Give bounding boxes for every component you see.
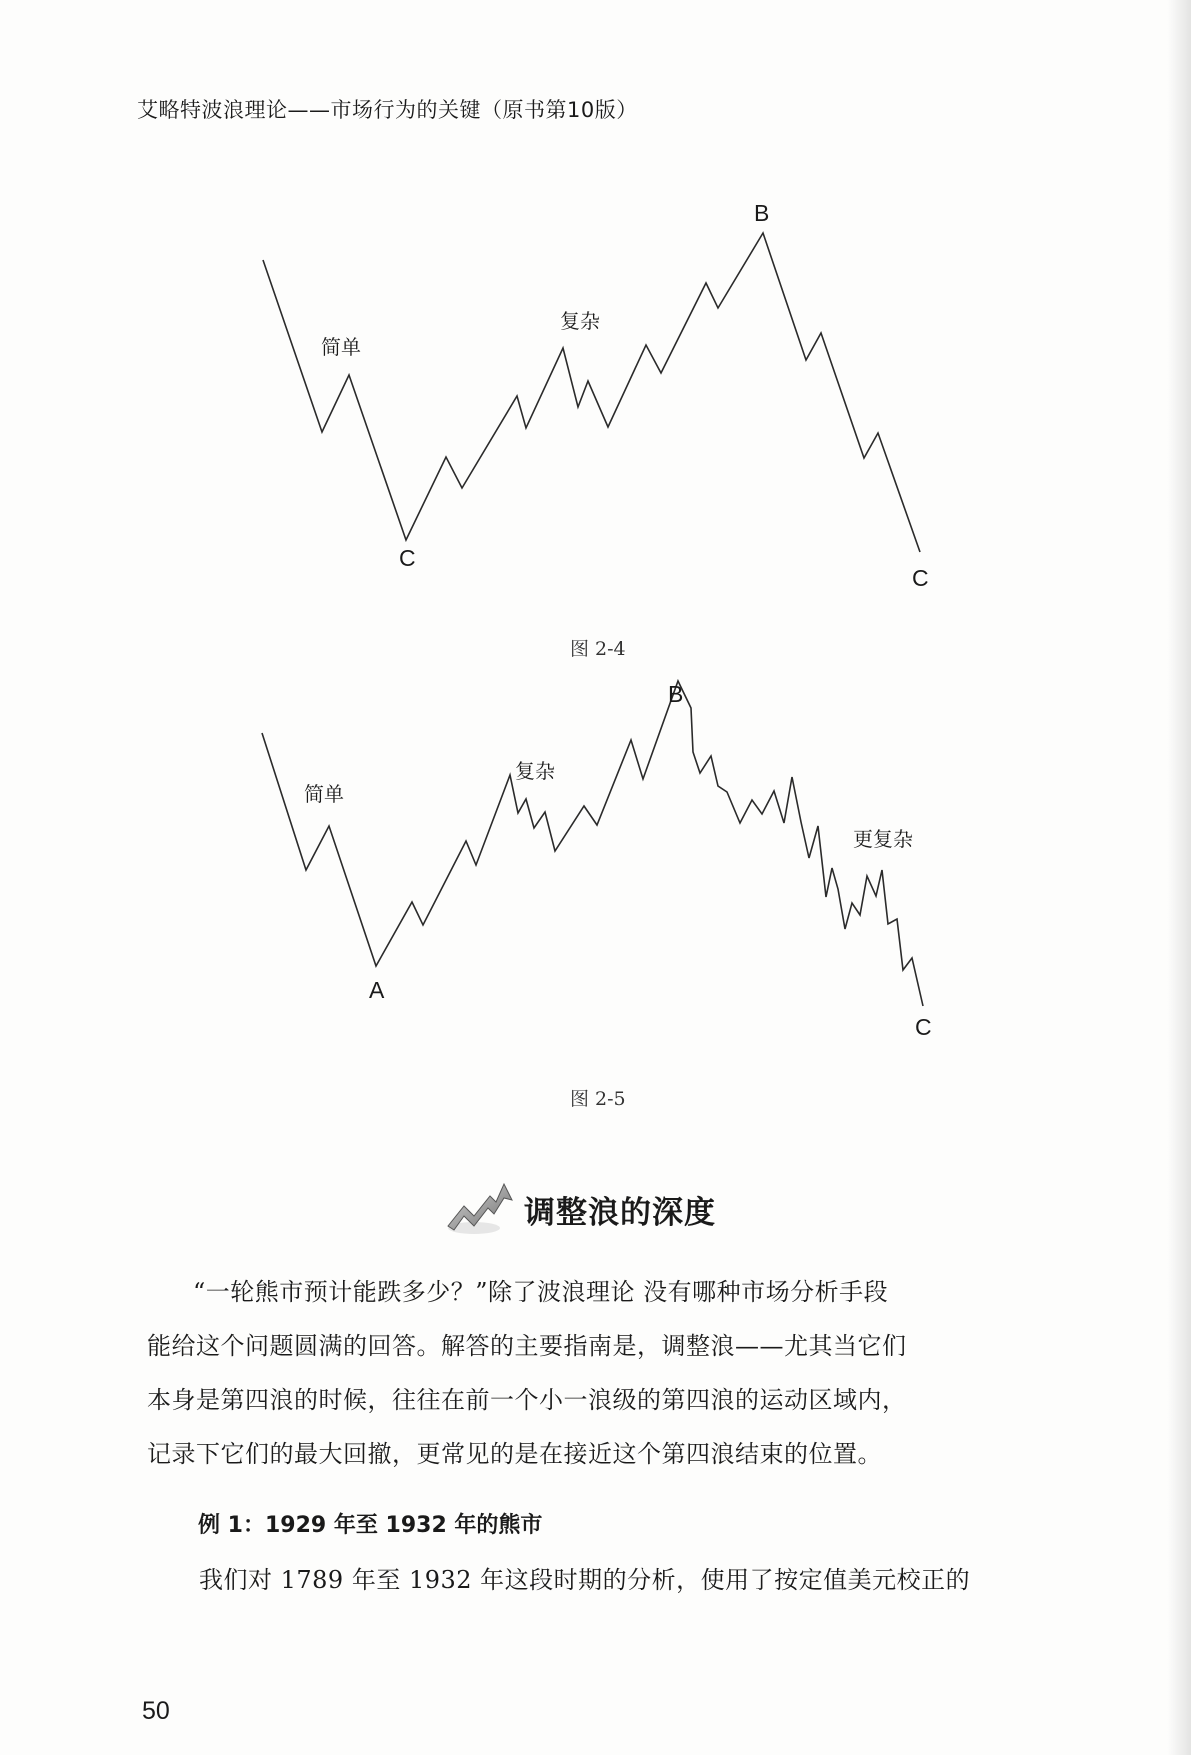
point-label-b: B — [668, 681, 684, 707]
label-simple: 简单 — [321, 335, 361, 359]
point-label-c: C — [915, 1014, 932, 1040]
figure-caption: 图 2-4 — [570, 638, 626, 660]
label-simple: 简单 — [304, 782, 344, 806]
wave-path-fig-2-5 — [262, 681, 923, 1006]
section-heading — [444, 1180, 716, 1238]
figure-caption: 图 2-5 — [570, 1088, 626, 1110]
label-complex: 复杂 — [560, 309, 600, 333]
paragraph-line: 记录下它们的最大回撤，更常见的是在接近这个第四浪结束的位置。 — [147, 1440, 882, 1468]
example-title: 例 1：1929 年至 1932 年的熊市 — [198, 1513, 543, 1538]
page-number: 50 — [142, 1697, 170, 1725]
paragraph-line: 能给这个问题圆满的回答。解答的主要指南是，调整浪——尤其当它们 — [147, 1332, 907, 1360]
paragraph-line: 我们对 1789 年至 1932 年这段时期的分析，使用了按定值美元校正的 — [199, 1566, 971, 1594]
label-complex: 复杂 — [515, 759, 555, 783]
section-title: 调整浪的深度 — [524, 1194, 716, 1231]
point-label-a: A — [369, 977, 385, 1003]
point-label-c: C — [912, 565, 929, 591]
point-label-c: C — [399, 545, 416, 571]
rising-chart-arrow-icon — [444, 1180, 516, 1238]
paragraph-line: 本身是第四浪的时候，往往在前一个小一浪级的第四浪的运动区域内， — [147, 1386, 907, 1414]
point-label-b: B — [754, 200, 770, 226]
label-more-complex: 更复杂 — [853, 827, 913, 851]
paragraph-line: “一轮熊市预计能跌多少？”除了波浪理论 没有哪种市场分析手段 — [193, 1278, 889, 1306]
running-head: 艾略特波浪理论——市场行为的关键（原书第10版） — [137, 98, 638, 122]
